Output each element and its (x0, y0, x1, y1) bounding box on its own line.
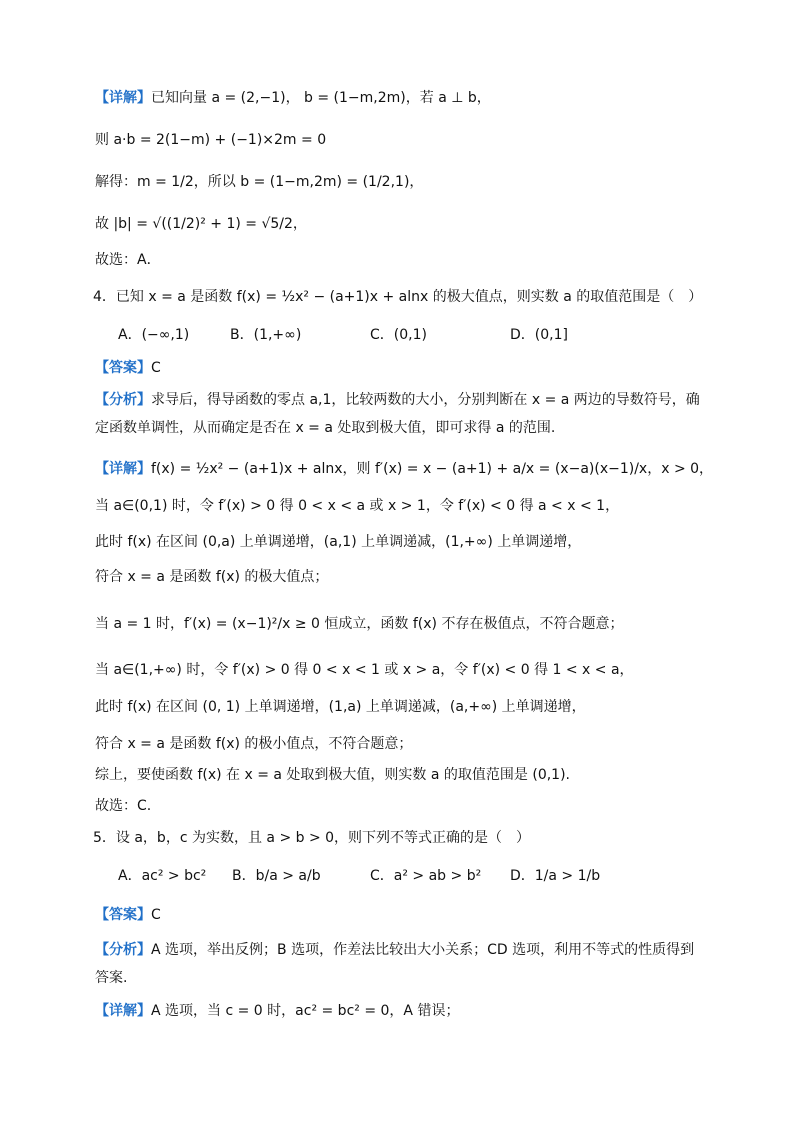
analysis-tag: 【分析】 (95, 942, 151, 958)
answer-tag: 【答案】 (95, 907, 151, 923)
question-4 (93, 287, 706, 307)
summary-line (95, 765, 706, 785)
case-a-in-0-1 (95, 496, 706, 516)
line-text: 此时 f(x) 在区间 (0, 1) 上单调递增，(1,a) 上单调递减，(a,+∞) 上单调递增， (95, 699, 586, 715)
line-text: 当 a∈(1,+∞) 时，令 f′(x) > 0 得 0 < x < 1 或 x > a，令 f′(x) < 0 得 1 < x < a， (95, 662, 634, 678)
analysis-line (95, 386, 706, 442)
option-d: D．(0,1] (510, 327, 568, 343)
answer-tag: 【答案】 (95, 360, 151, 376)
line-text: 综上，要使函数 f(x) 在 x = a 处取到极大值，则实数 a 的取值范围是 (0,1). (95, 767, 571, 783)
analysis-text: 求导后，得导函数的零点 a,1，比较两数的大小，分别判断在 x = a 两边的导数符号，确定函数单调性，从而确定是否在 x = a 处取到极大值，即可求得 a 的范围. (95, 392, 700, 436)
line-text: 故选：C. (95, 798, 152, 814)
option-c: C．a² > ab > b² (370, 868, 482, 884)
line-text: 则 a·b = 2(1−m) + (−1)×2m = 0 (95, 132, 327, 148)
choose-c-line (95, 796, 706, 816)
option-b: B．(1,+∞) (230, 327, 302, 343)
line-dot-product (95, 130, 706, 150)
answer-line (95, 358, 706, 378)
detail-derivative (95, 459, 714, 479)
case-conclusion-2 (95, 734, 706, 754)
line-text: 故 |b| = √((1/2)² + 1) = √5/2， (95, 216, 307, 232)
analysis-tag: 【分析】 (95, 392, 151, 408)
line-text: 此时 f(x) 在区间 (0,a) 上单调递增，(a,1) 上单调递减，(1,+∞) 上单调递增， (95, 534, 582, 550)
line-text: 符合 x = a 是函数 f(x) 的极大值点； (95, 569, 329, 585)
line-text: 当 a = 1 时，f′(x) = (x−1)²/x ≥ 0 恒成立，函数 f(x) 不存在极值点，不符合题意； (95, 616, 624, 632)
option-d: D．1/a > 1/b (510, 868, 601, 884)
case-a-eq-1 (95, 614, 706, 634)
line-detail-vector (95, 88, 706, 108)
question-text: 4．已知 x = a 是函数 f(x) = ½x² − (a+1)x + alnx 的极大值点，则实数 a 的取值范围是（ ） (93, 289, 703, 305)
line-choose-a (95, 250, 706, 270)
line-solve-m (95, 172, 706, 192)
line-text: 符合 x = a 是函数 f(x) 的极小值点，不符合题意； (95, 736, 413, 752)
option-a: A．(−∞,1) (118, 327, 190, 343)
case-conclusion-1 (95, 567, 706, 587)
case-a-gt-1 (95, 660, 706, 680)
answer-line-5 (95, 905, 706, 925)
detail-tag: 【详解】 (95, 1003, 151, 1019)
option-a: A．ac² > bc² (118, 868, 207, 884)
line-text: 解得：m = 1/2，所以 b = (1−m,2m) = (1/2,1)， (95, 174, 424, 190)
detail-tag: 【详解】 (95, 90, 151, 106)
analysis-line-5 (95, 936, 706, 992)
question-5 (93, 828, 706, 848)
line-text: f(x) = ½x² − (a+1)x + alnx，则 f′(x) = x − (a+1) + a/x = (x−a)(x−1)/x，x > 0， (151, 461, 714, 477)
question-text: 5．设 a，b，c 为实数，且 a > b > 0，则下列不等式正确的是（ ） (93, 830, 531, 846)
analysis-text: A 选项，举出反例；B 选项，作差法比较出大小关系；CD 选项，利用不等式的性质得到答案. (95, 942, 695, 986)
option-b: B．b/a > a/b (232, 868, 321, 884)
line-text: 已知向量 a = (2,−1)， b = (1−m,2m)，若 a ⊥ b， (151, 90, 491, 106)
line-text: 故选：A． (95, 252, 161, 268)
case-monotonic-1 (95, 532, 706, 552)
answer-text: C (151, 907, 161, 923)
line-text: 当 a∈(0,1) 时，令 f′(x) > 0 得 0 < x < a 或 x > 1，令 f′(x) < 0 得 a < x < 1， (95, 498, 620, 514)
detail-line-5 (95, 1001, 706, 1021)
line-text: A 选项，当 c = 0 时，ac² = bc² = 0，A 错误； (151, 1003, 460, 1019)
case-monotonic-2 (95, 697, 706, 717)
detail-tag: 【详解】 (95, 461, 151, 477)
line-magnitude (95, 214, 706, 234)
answer-text: C (151, 360, 161, 376)
option-c: C．(0,1) (370, 327, 427, 343)
